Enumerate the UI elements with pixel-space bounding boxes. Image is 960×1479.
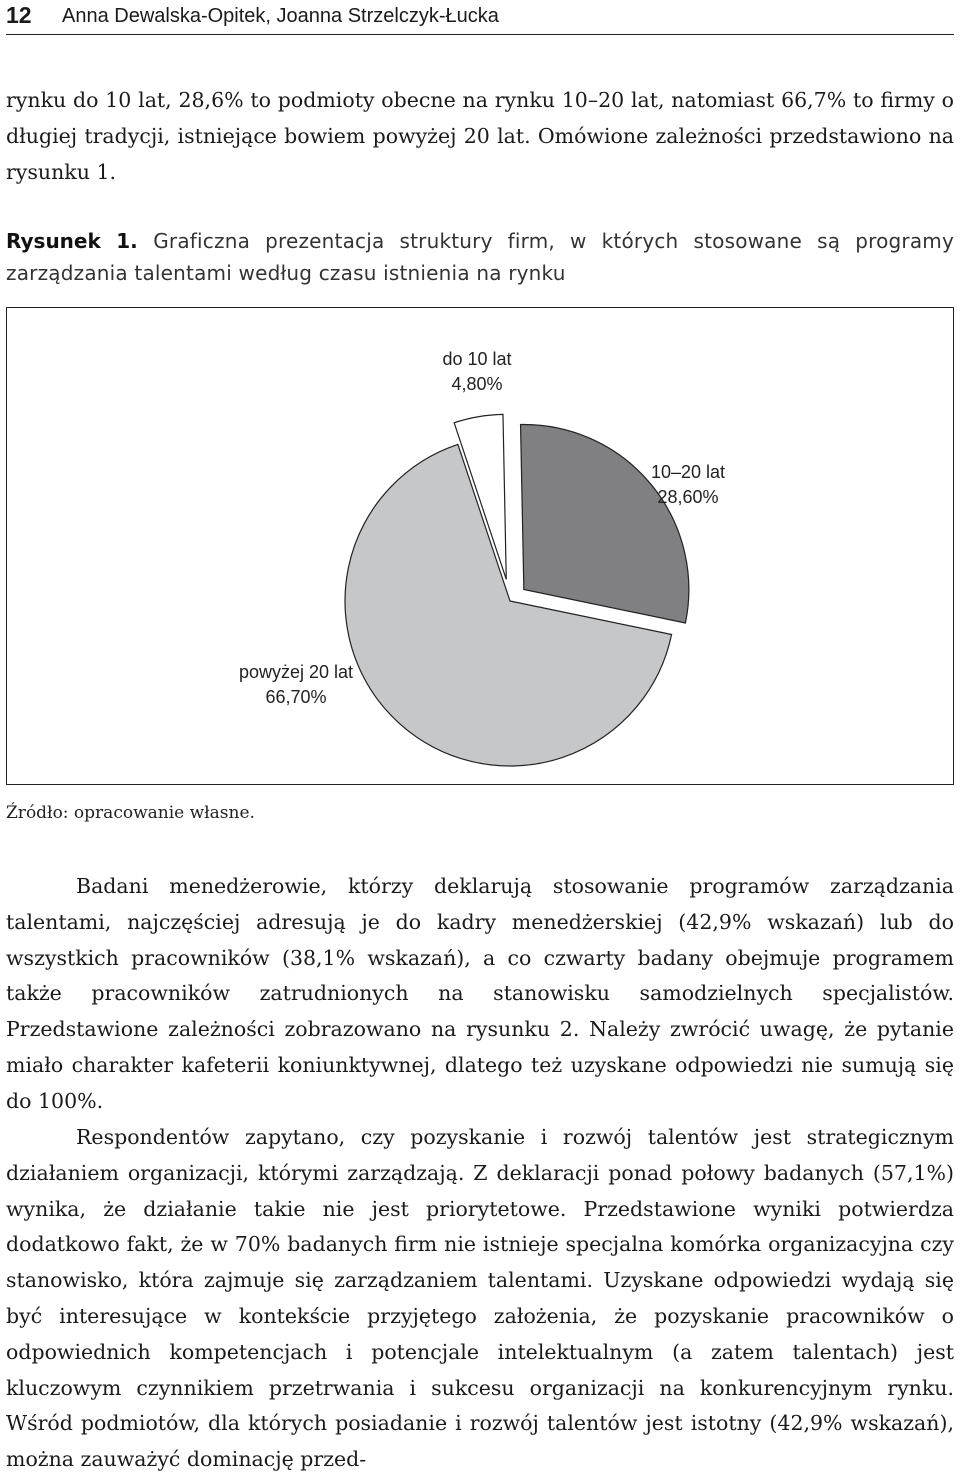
slice-value-do-10-lat: 4,80% [451,374,503,394]
figure-caption [6,225,954,289]
figure-label: Rysunek 1. [6,229,138,253]
body-paragraph-2: Respondentów zapytano, czy pozyskanie i rozwój talentów jest strategicznym działaniem organizacji, którymi zarządzają. Z deklaracji ponad połowy badanych (57,1%) wynika, że działanie takie nie jest priorytetowe. Przedstawione wyniki potwierdza dodatkowo fakt, że w 70% badanych firm nie istnieje specjalna komórka organizacyjna czy stanowisko, która zajmuje się zarządzaniem talentami. Uzyskane odpowiedzi wydają się być interesujące w kontekście przyjętego założenia, że pozyskanie pracowników o odpowiednich kompetencjach i potencjale intelektualnym (a zatem talentach) jest kluczowym czynnikiem przetrwania i sukcesu organizacji na konkurencyjnym rynku. Wśród podmiotów, dla których posiadanie i rozwój talentów jest istotny (42,9% wskazań), można zauważyć dominację przed- [6,1125,954,1472]
page-number: 12 [6,2,32,28]
figure-frame [6,307,954,785]
figure-caption-text: Graficzna prezentacja struktury firm, w których stosowane są programy zarządzania talentami według czasu istnienia na rynku [6,229,955,285]
pie-slice-10-20-lat [521,424,689,622]
body-paragraph-1: Badani menedżerowie, którzy deklarują stosowanie programów zarządzania talentami, najczęściej adresują je do kadry menedżerskiej (42,9% wskazań) lub do wszystkich pracowników (38,1% wskazań), a co czwarty badany obejmuje programem także pracowników zatrudnionych na stanowisku samodzielnych specjalistów. Przedstawione zależności zobrazowano na rysunku 2. Należy zwrócić uwagę, że pytanie miało charakter kafeterii koniunktywnej, dlatego też uzyskane odpowiedzi nie sumują się do 100%. [6,874,954,1113]
running-head-authors: Anna Dewalska-Opitek, Joanna Strzelczyk-Łucka [62,5,499,27]
page-header [6,0,954,35]
figure-source: Źródło: opracowanie własne. [6,803,255,823]
slice-label-powyzej-20-lat: powyżej 20 lat [238,662,354,682]
slice-value-powyzej-20-lat: 66,70% [265,687,327,707]
slice-value-10-20-lat: 28,60% [657,487,719,507]
pie-chart [7,308,952,783]
slice-label-do-10-lat: do 10 lat [442,349,512,369]
intro-paragraph: rynku do 10 lat, 28,6% to podmioty obecne na rynku 10–20 lat, natomiast 66,7% to firmy o długiej tradycji, istniejące bowiem powyżej 20 lat. Omówione zależności przedstawiono na rysunku 1. [6,88,954,184]
slice-label-10-20-lat: 10–20 lat [650,462,726,482]
